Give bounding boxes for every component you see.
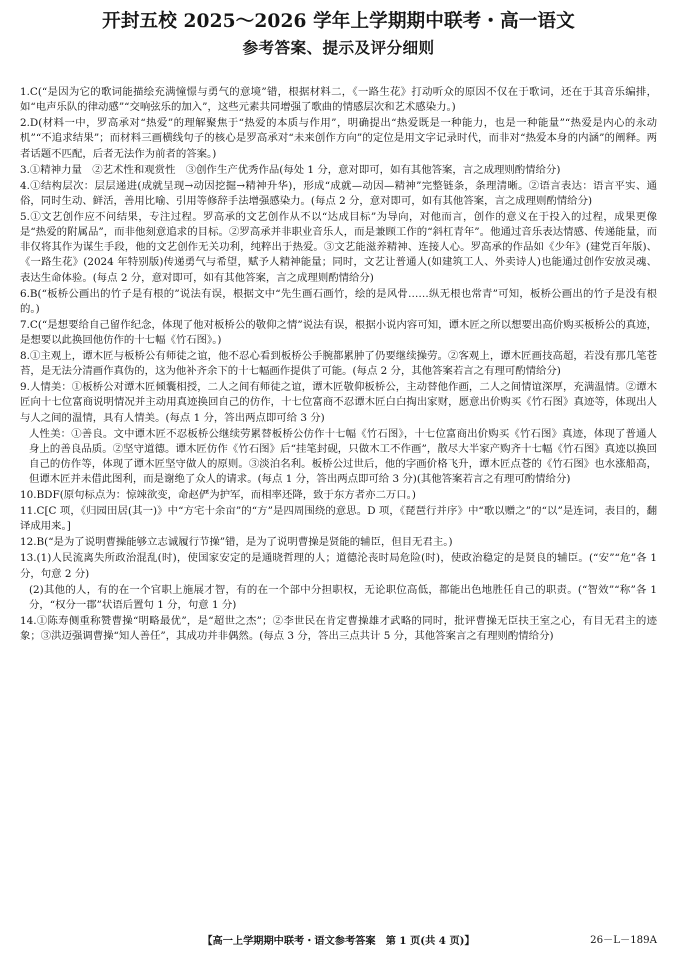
answer-item-8: 8.①主观上，谭木匠与板桥公有师徒之谊，他不忍心看到板桥公手腕都累肿了仍要继续操劳。②客观上，谭木匠画技高超，若没有那几笔苍苔，是无法分清画作真伪的，这为他补齐余下的十七幅画作提供了可能。(每点 2 分，其他答案若言之有理可酌情给分) bbox=[20, 350, 657, 378]
footer-page-info: 【高一上学期期中联考・语文参考答案 第 1 页(共 4 页)】 bbox=[202, 935, 475, 947]
page-title: 开封五校 2025～2026 学年上学期期中联考・高一语文 bbox=[102, 11, 575, 32]
answer-item-9-renqing: 9.人情美：①板桥公对谭木匠倾囊相授，二人之间有师徒之谊，谭木匠敬仰板桥公，主动替他作画，二人之间情谊深厚，充满温情。②谭木匠向十七位富商说明情况并主动用真迹换回自己的仿作，十七位富商不忍谭木匠白白掏出家财，愿意出价购买《竹石图》真迹等，体现出人与人之间的温情，具有人情美。(每点 1 分，答出两点即可给 3 分) bbox=[20, 381, 657, 424]
page-footer bbox=[0, 933, 677, 949]
answer-item-6: 6.B(“板桥公画出的竹子是有根的”说法有误，根据文中“先生画石画竹，绘的是风骨……纵无根也常青”可知，板桥公画出的竹子是没有根的。) bbox=[20, 287, 657, 315]
answer-item-3: 3.①精神力量 ②艺术性和观赏性 ③创作生产优秀作品(每处 1 分，意对即可，如有其他答案，言之成理则酌情给分) bbox=[20, 163, 561, 176]
answer-item-7: 7.C(“是想要给自己留作纪念，体现了他对板桥公的敬仰之情”说法有误，根据小说内容可知，谭木匠之所以想要出高价购买板桥公的真迹，是想要以此换回他仿作的十七幅《竹石图》。) bbox=[20, 318, 657, 347]
answer-item-9-renxing: 人性美：①善良。文中谭木匠不忍板桥公继续劳累替板桥公仿作十七幅《竹石图》，十七位富商出价购买《竹石图》真迹，体现了普通人身上的善良品质。②坚守道德。谭木匠仿作《竹石图》后“挂笔封砚，只做木工不作画”，散尽大半家产购齐十七幅《竹石图》真迹以换回自己的仿作等，体现了谭木匠坚守做人的原则。③淡泊名利。板桥公过世后，他的字画价格飞升，谭木匠点苍的《竹石图》也水涨船高，但谭木匠并未借此图利，而是谢绝了众人的请求。(每点 1 分，答出两点即可给 3 分)(其他答案若言之有理可酌情给分) bbox=[29, 427, 657, 486]
answer-item-1: 1.C(“是因为它的歌词能描绘充满憧憬与勇气的意境”错，根据材料二，《一路生花》打动听众的原因不仅在于歌词，还在于其音乐编排，如“电声乐队的律动感”“交响弦乐的加入”，这些元素共同增强了歌曲的情感层次和艺术感染力。) bbox=[20, 86, 657, 114]
answer-item-4: 4.①结构层次：层层递进(成就呈现→动因挖掘→精神升华)，形成“成就—动因—精神”完整链条，条理清晰。②语言表达：语言平实、通俗，同时生动、鲜活，善用比喻、引用等修辞手法增强感染力。(每点 2 分，意对即可，如有其他答案，言之成理则酌情给分) bbox=[20, 179, 657, 207]
answer-item-10: 10.BDF(原句标点为：惊竦欲变，命赵俨为护军，而相率还降，致于东方者亦二万口。) bbox=[20, 489, 416, 502]
footer-exam-code: 26－L－189A bbox=[590, 935, 657, 946]
answer-item-13-1: 13.(1)人民流离失所政治混乱(时)，使国家安定的是通晓哲理的人；道德沦丧时局危险(时)，使政治稳定的是贤良的辅臣。(“安”“危”各 1 分，句意 2 分) bbox=[20, 552, 661, 580]
answer-item-12: 12.B(“是为了说明曹操能够立志诚履行节操”错，是为了说明曹操是贤能的辅臣，但目无君主。) bbox=[20, 536, 453, 549]
answer-item-2: 2.D(材料一中，罗高承对“热爱”的理解聚焦于“热爱的本质与作用”，明确提出“热爱既是一种能力，也是一种能量”“热爱是内心的永动机”“不追求结果”；而材料三画横线句子的核心是罗高承对“未来创作方向”的定位是用文字记录时代，而非对“热爱本身的内涵”的阐释。两者话题不匹配，后者无法作为前者的答案。) bbox=[20, 117, 657, 160]
page-subtitle: 参考答案、提示及评分细则 bbox=[242, 38, 435, 57]
answer-item-11: 11.C[C 项，《归园田居(其一)》中“方宅十余亩”的“方”是四周围绕的意思。D 项，《琵琶行并序》中“歌以赠之”的“以”是连词，表目的，翻译成用来。] bbox=[20, 505, 657, 533]
answer-item-5: 5.①文艺创作应不问结果，专注过程。罗高承的文艺创作从不以“达成目标”为导向，对他而言，创作的意义在于投入的过程，成果更像是“热爱的附属品”，而非他刻意追求的目标。②罗高承并非职业音乐人，而是兼顾工作的“斜杠青年”。他通过音乐表达情感、传递能量，而非仅将其作为谋生手段，他的文艺创作无关功利，纯粹出于热爱。③文艺能滋养精神、连接人心。罗高承的作品如《少年》(建党百年版)、《一路生花》(2024 年特别版)传递勇气与希望，赋予人精神能量；同时，文艺让普通人(如建筑工人、外卖诗人)也能通过创作安放灵魂、表达生命体验。(每点 2 分，意对即可，如有其他答案，言之成理则酌情给分) bbox=[20, 210, 657, 284]
answer-item-14: 14.①陈寿侧重称赞曹操“明略最优”，是“超世之杰”；②李世民在肯定曹操雄才武略的同时，批评曹操无臣扶王室之心，有目无君主的迹象；③洪迈强调曹操“知人善任”，其成功并非偶然。(每点 3 分，答出三点共计 5 分，其他答案言之有理则酌情给分) bbox=[20, 614, 657, 643]
answer-item-13-2: (2)其他的人，有的在一个官职上施展才智，有的在一个部中分担职权，无论职位高低，都能出色地胜任自己的职责。(“智效”“称”各 1 分，“权分一郡”状语后置句 1 分，句意 1 分) bbox=[29, 583, 661, 611]
answer-list bbox=[20, 85, 661, 644]
